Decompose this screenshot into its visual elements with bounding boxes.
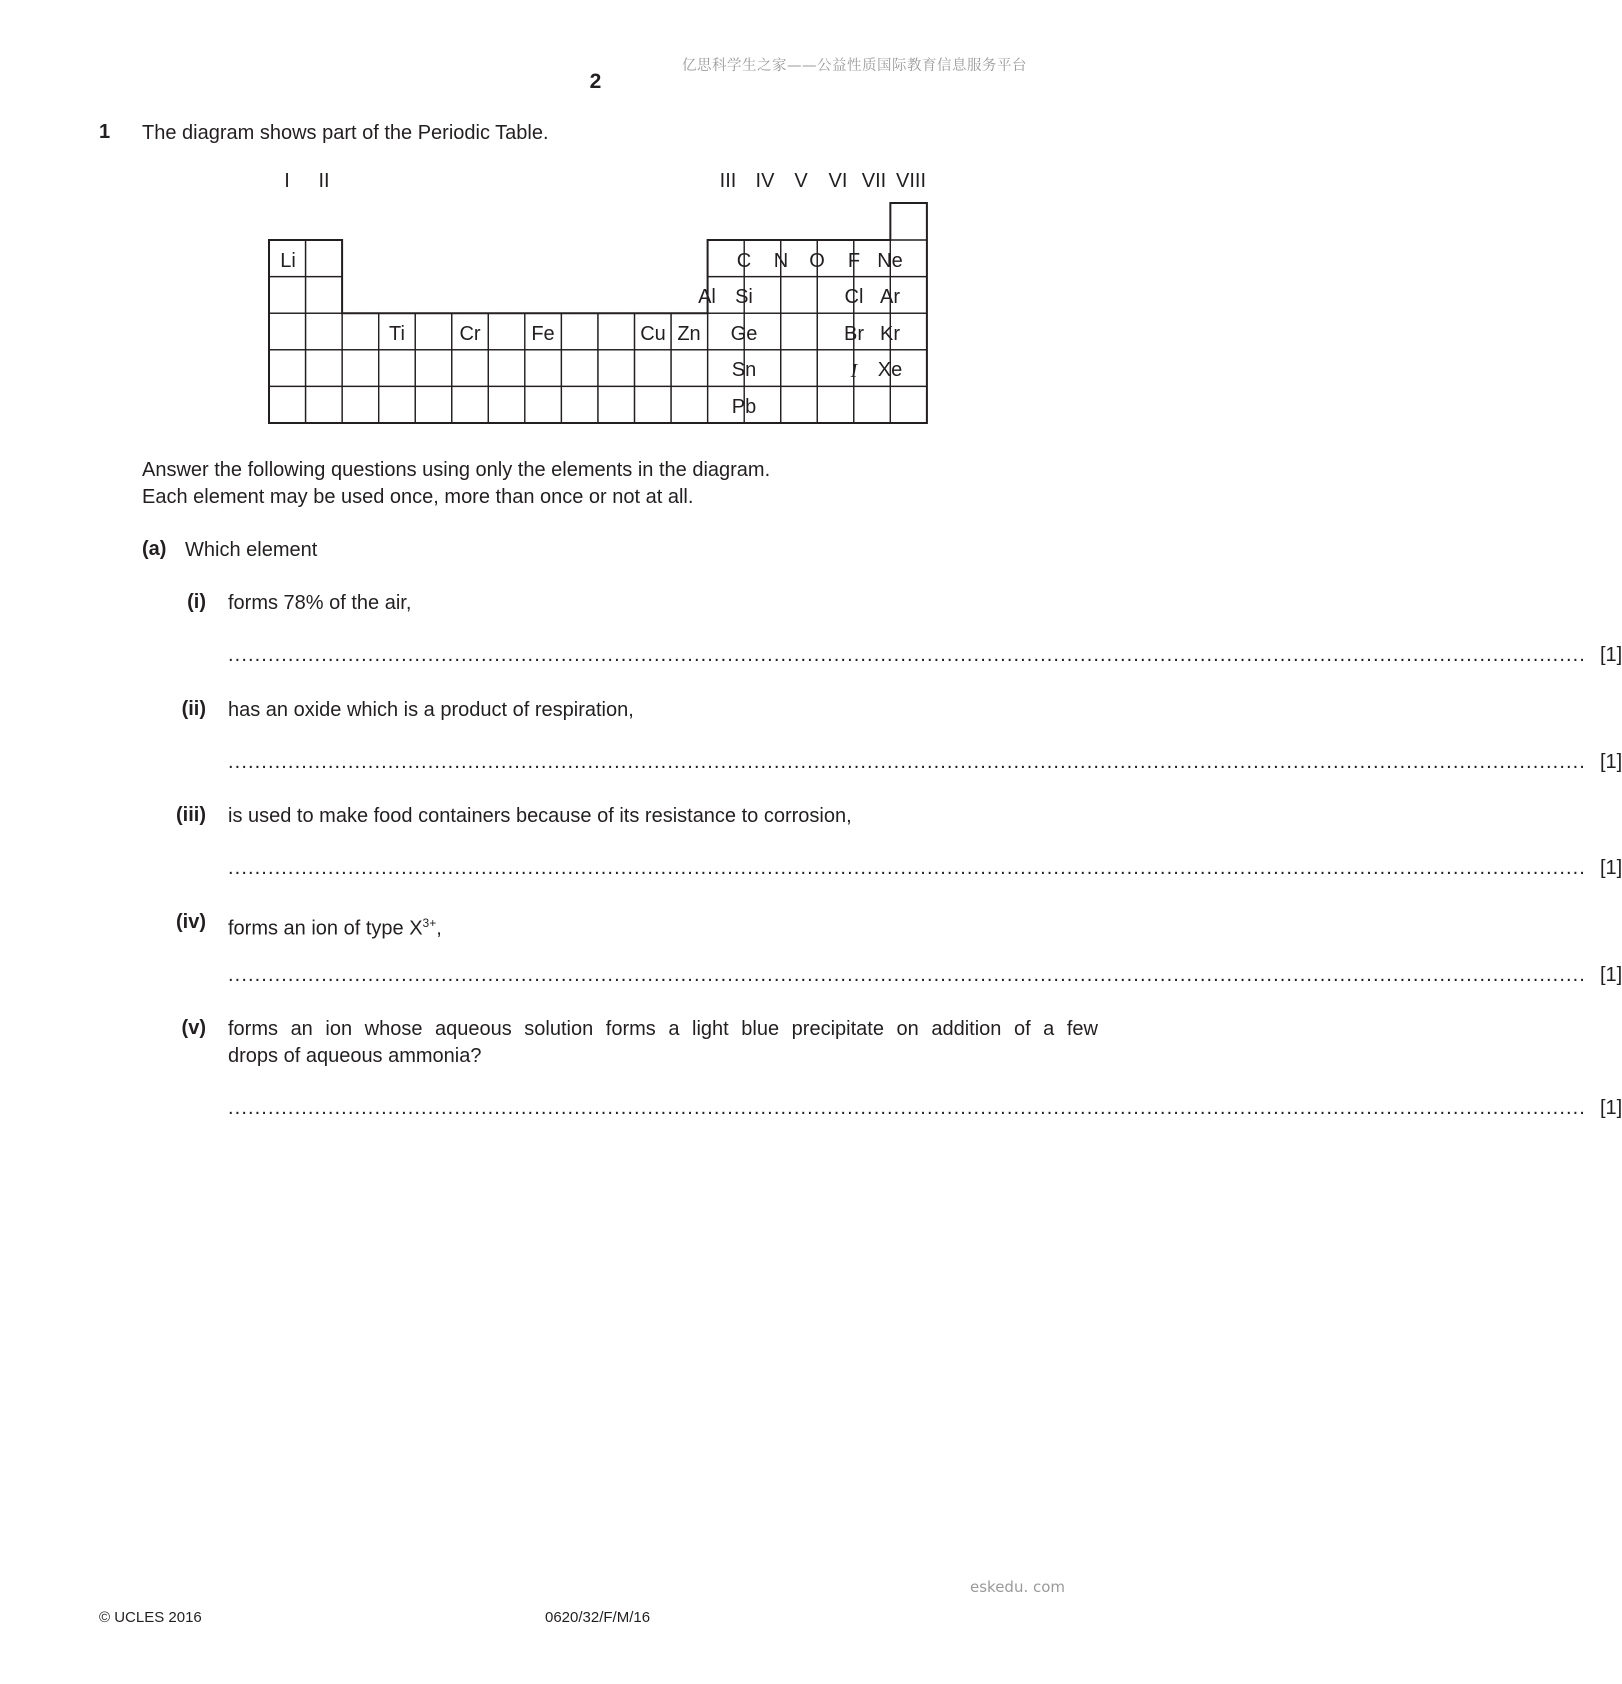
table-cell xyxy=(269,350,306,387)
subquestion-label: (v) xyxy=(181,1017,206,1039)
table-cell xyxy=(561,386,598,423)
table-cell xyxy=(342,313,379,350)
answer-dots[interactable]: ............................................................................................................................................................................................................ xyxy=(228,857,1586,879)
table-cell xyxy=(890,203,927,240)
table-cell xyxy=(781,313,818,350)
element-sn: Sn xyxy=(731,359,757,381)
table-cell xyxy=(415,313,452,350)
header-watermark: 亿思科学生之家——公益性质国际教育信息服务平台 xyxy=(682,58,1027,74)
group-label: I xyxy=(284,170,290,192)
subquestion-label: (i) xyxy=(187,591,206,613)
element-pb: Pb xyxy=(731,396,757,418)
table-cell xyxy=(635,350,672,387)
table-cell xyxy=(415,350,452,387)
part-a-stem: Which element xyxy=(185,539,318,561)
instructions-line-2: Each element may be used once, more than once or not at all. xyxy=(142,486,694,508)
element-c: C xyxy=(736,250,752,272)
element-ar: Ar xyxy=(880,286,900,308)
subquestion-text-suffix: , xyxy=(436,917,442,940)
element-si: Si xyxy=(735,286,753,308)
answer-dots[interactable]: ............................................................................................................................................................................................................ xyxy=(228,644,1586,666)
table-cell xyxy=(817,350,854,387)
table-cell xyxy=(781,386,818,423)
element-xe: Xe xyxy=(877,359,903,381)
answer-line-iii[interactable] xyxy=(228,857,1622,880)
answer-line-iv[interactable] xyxy=(228,964,1622,987)
subquestion-text-main: forms an ion of type X xyxy=(228,917,423,940)
table-cell xyxy=(525,386,562,423)
subquestion-label: (ii) xyxy=(181,698,206,720)
instructions-line-1: Answer the following questions using only the elements in the diagram. xyxy=(142,459,771,481)
table-cell xyxy=(598,350,635,387)
answer-dots[interactable]: ............................................................................................................................................................................................................ xyxy=(228,1097,1586,1119)
table-cell xyxy=(598,386,635,423)
group-label: VI xyxy=(828,170,848,192)
subquestion-text: forms 78% of the air, xyxy=(228,592,412,614)
table-cell xyxy=(781,350,818,387)
table-cell xyxy=(525,350,562,387)
table-cell xyxy=(342,350,379,387)
table-cell xyxy=(306,350,343,387)
subquestion-text: has an oxide which is a product of respiration, xyxy=(228,699,634,721)
table-cell xyxy=(306,277,343,314)
subquestion-text-line-2: drops of aqueous ammonia? xyxy=(228,1045,482,1067)
table-cell xyxy=(488,313,525,350)
element-cl: Cl xyxy=(844,286,864,308)
element-fe: Fe xyxy=(531,323,555,345)
part-a-label: (a) xyxy=(142,538,167,560)
group-label: VIII xyxy=(895,170,926,192)
group-label: V xyxy=(794,170,808,192)
marks-label: [1] xyxy=(1599,644,1622,666)
marks-label: [1] xyxy=(1599,857,1622,879)
table-cell xyxy=(269,277,306,314)
marks-label: [1] xyxy=(1599,751,1622,773)
ion-charge-superscript: 3+ xyxy=(422,916,437,930)
element-li: Li xyxy=(280,250,296,272)
element-ne: Ne xyxy=(877,250,903,272)
table-cell xyxy=(598,313,635,350)
marks-label: [1] xyxy=(1599,964,1622,986)
table-cell xyxy=(561,350,598,387)
answer-dots[interactable]: ............................................................................................................................................................................................................ xyxy=(228,751,1586,773)
table-cell xyxy=(452,350,489,387)
element-cu: Cu xyxy=(640,323,666,345)
marks-label: [1] xyxy=(1599,1097,1622,1119)
question-intro: The diagram shows part of the Periodic Table. xyxy=(142,122,549,144)
page-number: 2 xyxy=(589,70,602,93)
table-cell xyxy=(306,313,343,350)
table-cell xyxy=(488,350,525,387)
answer-line-v[interactable] xyxy=(228,1097,1622,1120)
question-number: 1 xyxy=(99,121,111,143)
table-cell xyxy=(379,386,416,423)
table-cell xyxy=(342,386,379,423)
table-cell xyxy=(379,350,416,387)
table-cell xyxy=(269,386,306,423)
element-n: N xyxy=(773,250,789,272)
group-label: VII xyxy=(861,170,887,192)
element-kr: Kr xyxy=(880,323,900,345)
element-i: I xyxy=(850,360,858,382)
table-cell xyxy=(781,277,818,314)
subquestion-label: (iii) xyxy=(176,804,206,826)
group-label: III xyxy=(719,170,737,192)
group-labels xyxy=(0,170,1191,196)
footer-watermark: eskedu. com xyxy=(970,1578,1066,1596)
table-cell xyxy=(817,386,854,423)
element-o: O xyxy=(809,250,825,272)
element-al: Al xyxy=(698,286,716,308)
table-cell xyxy=(561,313,598,350)
element-ge: Ge xyxy=(730,323,758,345)
table-cell xyxy=(854,386,891,423)
table-cell xyxy=(671,350,708,387)
table-cell xyxy=(415,386,452,423)
table-cell xyxy=(635,386,672,423)
element-zn: Zn xyxy=(677,323,701,345)
answer-dots[interactable]: ............................................................................................................................................................................................................ xyxy=(228,964,1586,986)
answer-line-ii[interactable] xyxy=(228,751,1622,774)
footer-copyright: © UCLES 2016 xyxy=(99,1609,202,1626)
table-cell xyxy=(671,386,708,423)
periodic-table-diagram xyxy=(269,203,927,424)
subquestion-text-line-1: forms an ion whose aqueous solution forms a light blue precipitate on addition of a few xyxy=(228,1018,1098,1040)
subquestion-label: (iv) xyxy=(176,911,206,933)
group-label: II xyxy=(318,170,330,192)
element-symbols xyxy=(280,250,903,418)
element-f: F xyxy=(847,250,861,272)
subquestion-text: is used to make food containers because of its resistance to corrosion, xyxy=(228,805,852,827)
group-label: IV xyxy=(755,170,775,192)
table-cell xyxy=(269,313,306,350)
table-cell xyxy=(306,240,343,277)
table-cell xyxy=(890,386,927,423)
table-cell xyxy=(452,386,489,423)
subquestion-text xyxy=(228,910,442,943)
footer-paper-code: 0620/32/F/M/16 xyxy=(545,1609,651,1626)
element-cr: Cr xyxy=(459,323,481,345)
element-br: Br xyxy=(844,323,864,345)
element-ti: Ti xyxy=(389,323,405,345)
table-cell xyxy=(306,386,343,423)
answer-line-i[interactable] xyxy=(228,644,1622,667)
table-cell xyxy=(488,386,525,423)
